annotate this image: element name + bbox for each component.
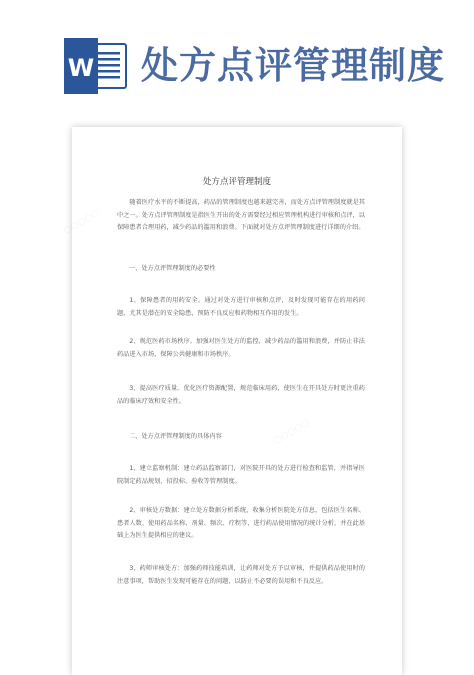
word-letter: W — [67, 54, 95, 82]
intro-paragraph: 随着医疗水平的不断提高，药品的管理制度也越来越完善，而处方点评管理制度就是其中之一。处方点评管理制度是指医生开出的处方需要经过相应管理机构进行审核和点评，以保障患者合理用药，减少药品的滥用和浪费。下面就对处方点评管理制度进行详细的介绍。 — [117, 199, 365, 231]
watermark: ○○○○○ — [62, 207, 102, 237]
paragraph: 1、保障患者的用药安全。通过对处方进行审核和点评，及时发现可能存在的用药问题，尤其是潜在的安全隐患，预防不良反应和药物相互作用的发生。 — [117, 297, 365, 317]
paragraph: 1、建立监察机制：建立药品监察部门，对医院开具的处方进行检查和监管，并指导医院制定药品规划、招投标、验收等管理制度。 — [117, 465, 365, 485]
document-title: 处方点评管理制度 — [202, 177, 271, 187]
paragraph: 2、审核处方数据：建立处方数据分析系统，收集分析医院处方信息，包括医生名称、患者人数、使用药品名称、剂量、频次、疗程等，进行药品使用情况的统计分析，并在此基础上为医生提供相应的建议。 — [117, 507, 365, 539]
paragraph: 3、药师审核处方：加强药师技能培训，让药师对处方予以审核，并提供药品使用时的注意事项，帮助医生发现可能存在的问题，以防止不必要的误用和不良反应。 — [117, 565, 365, 585]
banner — [0, 0, 474, 118]
paragraph: 2、规范医药市场秩序。加强对医生处方的监控，减少药品的滥用和浪费，并防止非法药品进入市场，保障公共健康和市场秩序。 — [117, 338, 365, 358]
paragraph: 3、提高医疗质量。优化医疗资源配置，规范临床用药，使医生在开具处方时更注重药品的临床疗效和安全性。 — [117, 385, 365, 405]
banner-title: 处方点评管理制度 — [141, 44, 445, 87]
watermark: ○○○○○ — [272, 417, 312, 447]
section-heading: 二、处方点评管理制度的具体内容 — [129, 433, 222, 440]
section-heading: 一、处方点评管理制度的必要性 — [129, 265, 216, 272]
document-page — [62, 127, 402, 675]
word-icon — [62, 38, 128, 94]
